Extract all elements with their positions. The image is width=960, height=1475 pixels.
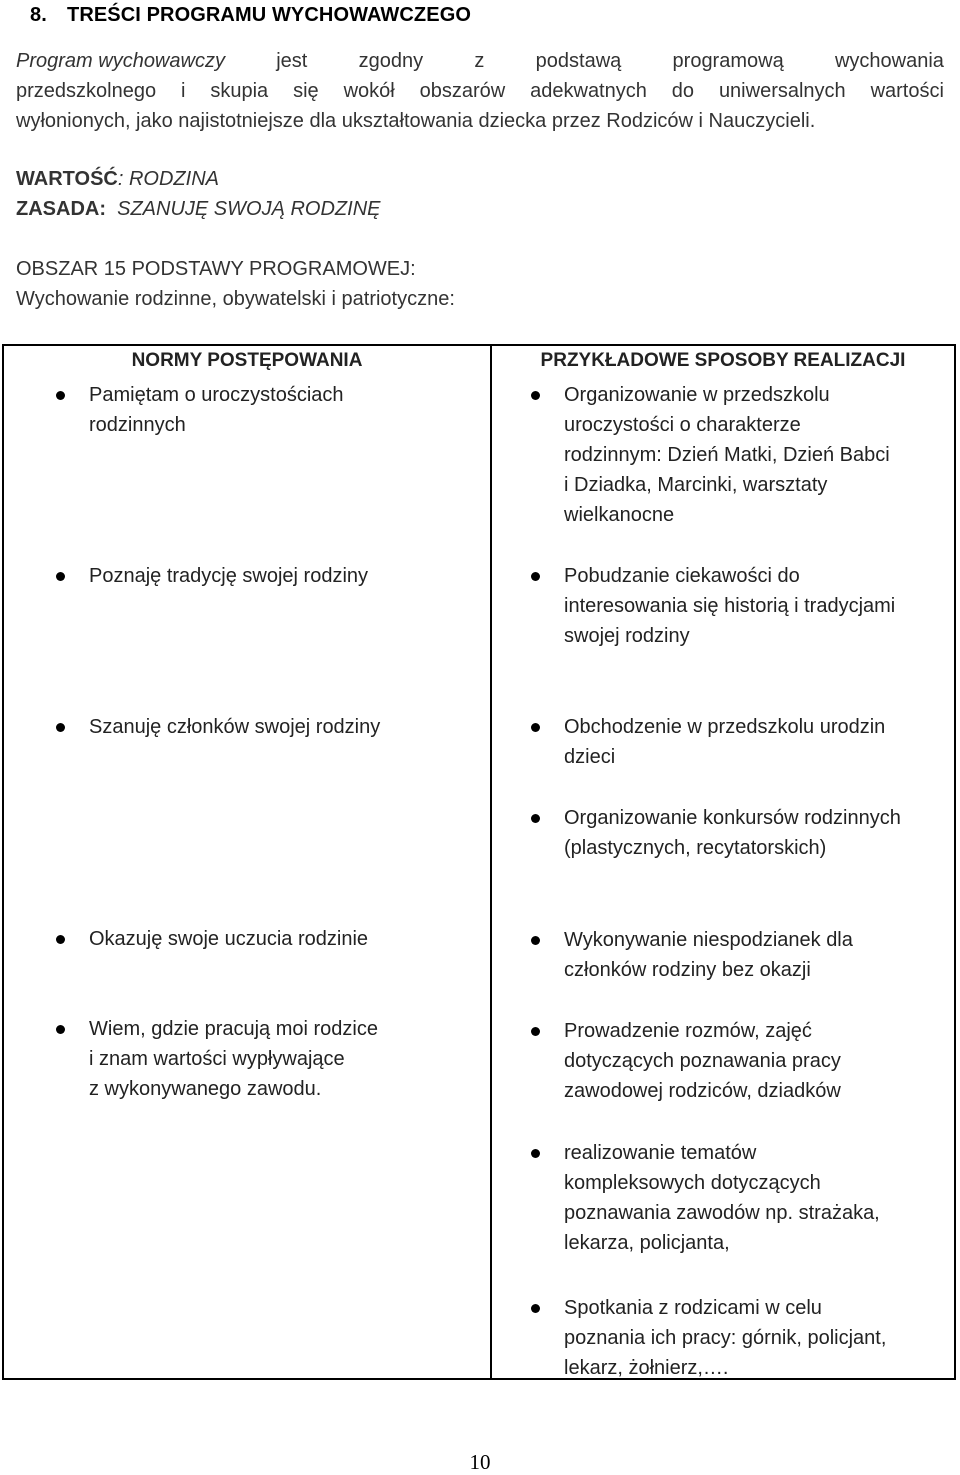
norms-table <box>2 344 956 1380</box>
item-line: uroczystości o charakterze <box>564 414 801 436</box>
item-line: członków rodziny bez okazji <box>564 959 811 981</box>
item-line: (plastycznych, recytatorskich) <box>564 837 827 859</box>
item-line: Poznaję tradycję swojej rodziny <box>89 565 369 587</box>
item-line: lekarz, żołnierz,…. <box>564 1357 729 1379</box>
item-line: poznania ich pracy: górnik, policjant, <box>564 1327 887 1349</box>
norm-item <box>89 561 479 591</box>
item-line: Pobudzanie ciekawości do <box>564 565 800 587</box>
realization-item <box>564 1138 956 1258</box>
item-line: Organizowanie konkursów rodzinnych <box>564 807 901 829</box>
item-line: dotyczących poznawania pracy <box>564 1050 841 1072</box>
section-heading <box>30 4 471 27</box>
intro-line-1 <box>16 46 944 76</box>
intro-word: i <box>181 80 186 102</box>
bullet-icon <box>56 723 65 732</box>
item-line: Spotkania z rodzicami w celu <box>564 1297 822 1319</box>
item-line: realizowanie tematów <box>564 1142 757 1164</box>
realization-item <box>564 380 956 530</box>
item-line: Wiem, gdzie pracują moi rodzice <box>89 1018 378 1040</box>
intro-line-2 <box>16 76 944 106</box>
intro-word: do <box>671 80 695 102</box>
item-line: lekarza, policjanta, <box>564 1232 730 1254</box>
bullet-icon <box>531 1304 540 1313</box>
item-line: dzieci <box>564 746 616 768</box>
item-line: i Dziadka, Marcinki, warsztaty <box>564 474 828 496</box>
section-title: TREŚCI PROGRAMU WYCHOWAWCZEGO <box>67 4 472 26</box>
intro-word: z <box>474 50 485 72</box>
item-line: interesowania się historią i tradycjami <box>564 595 896 617</box>
bullet-icon <box>531 723 540 732</box>
bullet-icon <box>531 1149 540 1158</box>
bullet-icon <box>56 935 65 944</box>
realization-item <box>564 561 956 651</box>
intro-word: programową <box>672 50 784 72</box>
bullet-icon <box>531 814 540 823</box>
item-line: rodzinnym: Dzień Matki, Dzień Babci <box>564 444 890 466</box>
item-line: zawodowej rodziców, dziadków <box>564 1080 841 1102</box>
intro-program-name: Program wychowawczy <box>16 50 225 72</box>
realization-item <box>564 712 956 772</box>
area-subtitle: Wychowanie rodzinne, obywatelski i patriotyczne: <box>16 288 455 310</box>
item-line: Prowadzenie rozmów, zajęć <box>564 1020 812 1042</box>
intro-word: się <box>293 80 319 102</box>
rule-label: ZASADA: <box>16 198 106 220</box>
bullet-icon <box>531 1027 540 1036</box>
norm-item <box>89 712 479 742</box>
item-line: Wykonywanie niespodzianek dla <box>564 929 853 951</box>
item-line: Organizowanie w przedszkolu <box>564 384 830 406</box>
bullet-icon <box>531 572 540 581</box>
value-label: WARTOŚĆ <box>16 168 118 190</box>
item-line: Obchodzenie w przedszkolu urodzin <box>564 716 886 738</box>
realization-item <box>564 803 956 863</box>
item-line: rodzinnych <box>89 414 186 436</box>
bullet-icon <box>531 936 540 945</box>
intro-word: wartości <box>870 80 944 102</box>
item-line: kompleksowych dotyczących <box>564 1172 821 1194</box>
value-line <box>16 168 219 191</box>
section-number: 8. <box>30 4 47 26</box>
intro-line-3 <box>16 106 944 136</box>
area-title: OBSZAR 15 PODSTAWY PROGRAMOWEJ: <box>16 258 416 280</box>
intro-word: przedszkolnego <box>16 80 157 102</box>
norm-item <box>89 924 479 954</box>
intro-word: obszarów <box>419 80 506 102</box>
item-line: Szanuję członków swojej rodziny <box>89 716 381 738</box>
item-line: i znam wartości wypływające <box>89 1048 345 1070</box>
realization-item <box>564 925 956 985</box>
item-line: swojej rodziny <box>564 625 690 647</box>
intro-word: wychowania <box>834 50 944 72</box>
intro-line-3-text: wyłonionych, jako najistotniejsze dla ukształtowania dziecka przez Rodziców i Nauczycieli. <box>16 110 816 132</box>
bullet-icon <box>56 572 65 581</box>
rule-line <box>16 198 380 221</box>
item-line: poznawania zawodów np. strażaka, <box>564 1202 880 1224</box>
rule-text: SZANUJĘ SWOJĄ RODZINĘ <box>117 198 381 220</box>
realization-item <box>564 1293 956 1383</box>
item-line: wielkanocne <box>564 504 675 526</box>
right-column-header: PRZYKŁADOWE SPOSOBY REALIZACJI <box>540 350 906 371</box>
intro-word: skupia <box>210 80 269 102</box>
bullet-icon <box>56 1025 65 1034</box>
realization-item <box>564 1016 956 1106</box>
item-line: Pamiętam o uroczystościach <box>89 384 344 406</box>
value-text: : RODZINA <box>117 168 219 190</box>
intro-word: uniwersalnych <box>718 80 846 102</box>
page-number: 10 <box>469 1450 491 1474</box>
left-column-header: NORMY POSTĘPOWANIA <box>131 350 363 371</box>
column-divider <box>490 346 492 1378</box>
intro-word: wokół <box>343 80 395 102</box>
norm-item <box>89 1014 479 1104</box>
intro-word: zgodny <box>358 50 424 72</box>
item-line: Okazuję swoje uczucia rodzinie <box>89 928 369 950</box>
intro-paragraph <box>16 46 944 136</box>
item-line: z wykonywanego zawodu. <box>89 1078 322 1100</box>
bullet-icon <box>531 391 540 400</box>
norm-item <box>89 380 479 440</box>
intro-word: adekwatnych <box>530 80 647 102</box>
intro-word: podstawą <box>535 50 622 72</box>
intro-word: jest <box>276 50 308 72</box>
bullet-icon <box>56 391 65 400</box>
